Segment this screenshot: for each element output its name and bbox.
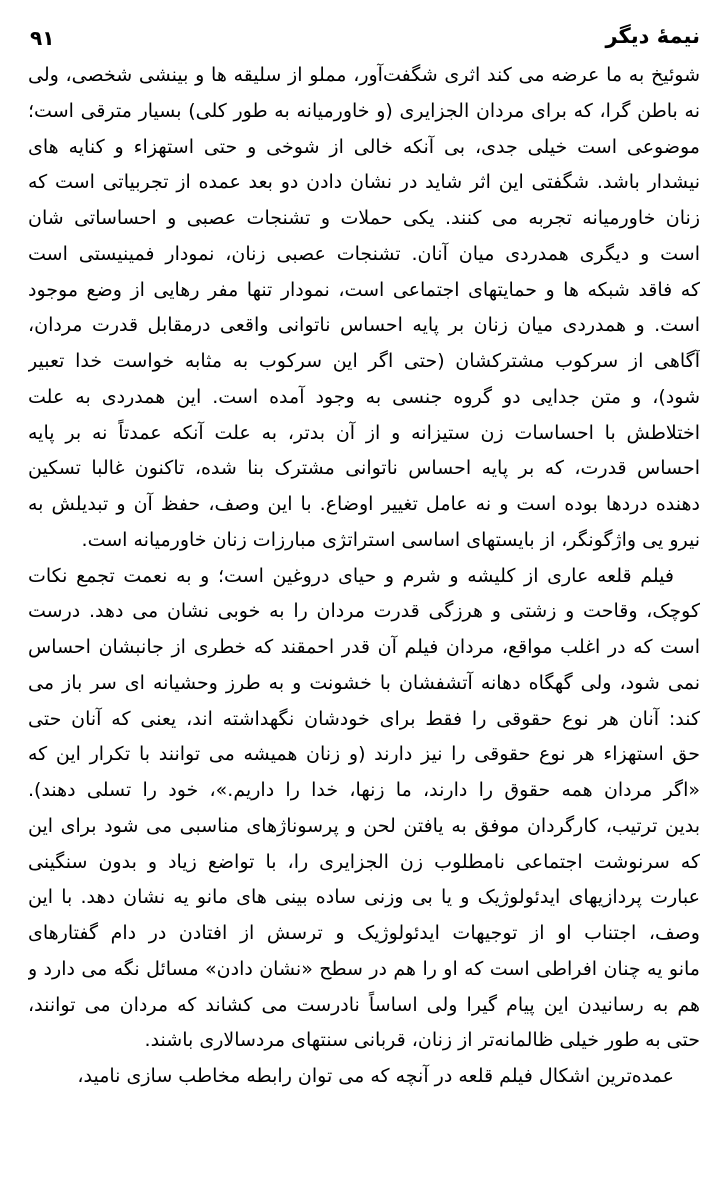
text-line: موضوعی است خیلی جدی، بی آنکه خالی از شوخی و حتی استهزاء و کنایه های <box>28 135 700 158</box>
text-line: کند: آنان هر نوع حقوقی را فقط برای خودشان نگهداشته اند، یعنی که آنان حتی <box>28 707 700 730</box>
text-line: که سرنوشت اجتماعی نامطلوب زن الجزایری را، با تواضع زیاد و بدون سنگینی <box>28 850 700 873</box>
text-line: نه باطن گرا، که برای مردان الجزایری (و خاورمیانه به طور کلی) بسیار مترقی است؛ <box>28 99 700 122</box>
text-line: مانو یه چنان افراطی است که او را هم در سطح «نشان دادن» مسائل نگه می دارد و <box>28 957 700 980</box>
page-number: ۹۱ <box>30 26 55 50</box>
text-line: کوچک، وقاحت و زشتی و هرزگی قدرت مردان را به خوبی نشان می دهد. درست <box>28 600 700 623</box>
text-line: حق استهزاء هر نوع حقوقی را نیز دارند (و زنان همیشه می توانند با تکرار این که <box>28 743 700 766</box>
text-line: عبارت پردازیهای ایدئولوژیک و یا بی وزنی ساده بینی های مانو یه نشان دهد. با این <box>28 886 700 909</box>
text-line: نمی شود، ولی گهگاه دهانه آتشفشان با خشونت و به طرز وحشیانه ای سر باز می <box>28 671 700 694</box>
body-text <box>28 58 700 1095</box>
text-line: که فاقد شبکه ها و حمایتهای اجتماعی است، نمودار تنها مفر رهایی از وضع موجود <box>28 278 700 301</box>
text-line: شوئیخ به ما عرضه می کند اثری شگفت‌آور، مملو از سلیقه ها و بینشی شخصی، ولی <box>28 64 700 86</box>
text-line: آگاهی از سرکوب مشترکشان (حتی اگر این سرکوب به مثابه خواست خدا تعبیر <box>28 350 700 372</box>
text-line: شود)، و متن جدایی دو گروه جنسی به وجود آمده است. این همدردی به علت <box>28 385 700 408</box>
text-line: وصف، اجتناب او از توجیهات ایدئولوژیک و ترسش از افتادن در دام گفتارهای <box>28 922 700 944</box>
text-line: نیرو یی واژگونگر، از بایستهای اساسی استراتژی مبارزات زنان خاورمیانه است. <box>81 528 700 551</box>
text-line: حتی به طور خیلی ظالمانه‌تر از زنان، قربانی سنتهای مردسالاری باشند. <box>144 1029 700 1052</box>
running-title: نیمهٔ دیگر <box>605 24 700 48</box>
text-line: دهنده دردها بوده است و نه عامل تغییر اوضاع. با این وصف، حفظ آن و تبدیلش به <box>28 493 700 515</box>
text-line: «اگر مردان همه حقوق را دارند، ما زنها، خدا را داریم.»، خود را تسلی دهند). <box>28 779 700 801</box>
text-line: زنان خاورمیانه تجربه می کنند. یکی حملات و تشنجات عصبی و احساساتی شان <box>28 207 700 229</box>
text-line: است که در اغلب مواقع، مردان فیلم آن قدر احمقند که خطری از جانبشان احساس <box>28 636 700 658</box>
text-line: است و دیگری همدردی میان آنان. تشنجات عصبی زنان، نمودار فمینیستی است <box>28 242 700 265</box>
text-line: اختلاطش با احساسات زن ستیزانه و از آن بدتر، به علت آنکه عمدتاً نه بر پایه <box>28 421 700 444</box>
text-line: احساس قدرت، که بر پایه احساس ناتوانی مشترک بنا شده، تاکنون غالبا تسکین <box>28 457 700 480</box>
text-line: است. و همدردی میان زنان بر پایه احساس ناتوانی واقعی درمقابل قدرت مردان، <box>28 314 700 337</box>
paragraph-first-line: فیلم قلعه عاری از کلیشه و شرم و حیای دروغین است؛ و به نعمت تجمع نکات <box>28 564 674 587</box>
paragraph-first-line: عمده‌ترین اشکال فیلم قلعه در آنچه که می توان رابطه مخاطب سازی نامید، <box>77 1065 674 1087</box>
text-line: بدین ترتیب، کارگردان موفق به یافتن لحن و پرسوناژهای مناسبی می شود برای این <box>28 814 700 837</box>
text-line: نیشدار باشد. شگفتی این اثر شاید در نشان دادن دو بعد عمده از تجربیاتی است که <box>28 171 700 194</box>
text-line: هم به رسانیدن این پیام گیرا ولی اساساً نادرست می کشاند که مردان می توانند، <box>28 993 700 1016</box>
